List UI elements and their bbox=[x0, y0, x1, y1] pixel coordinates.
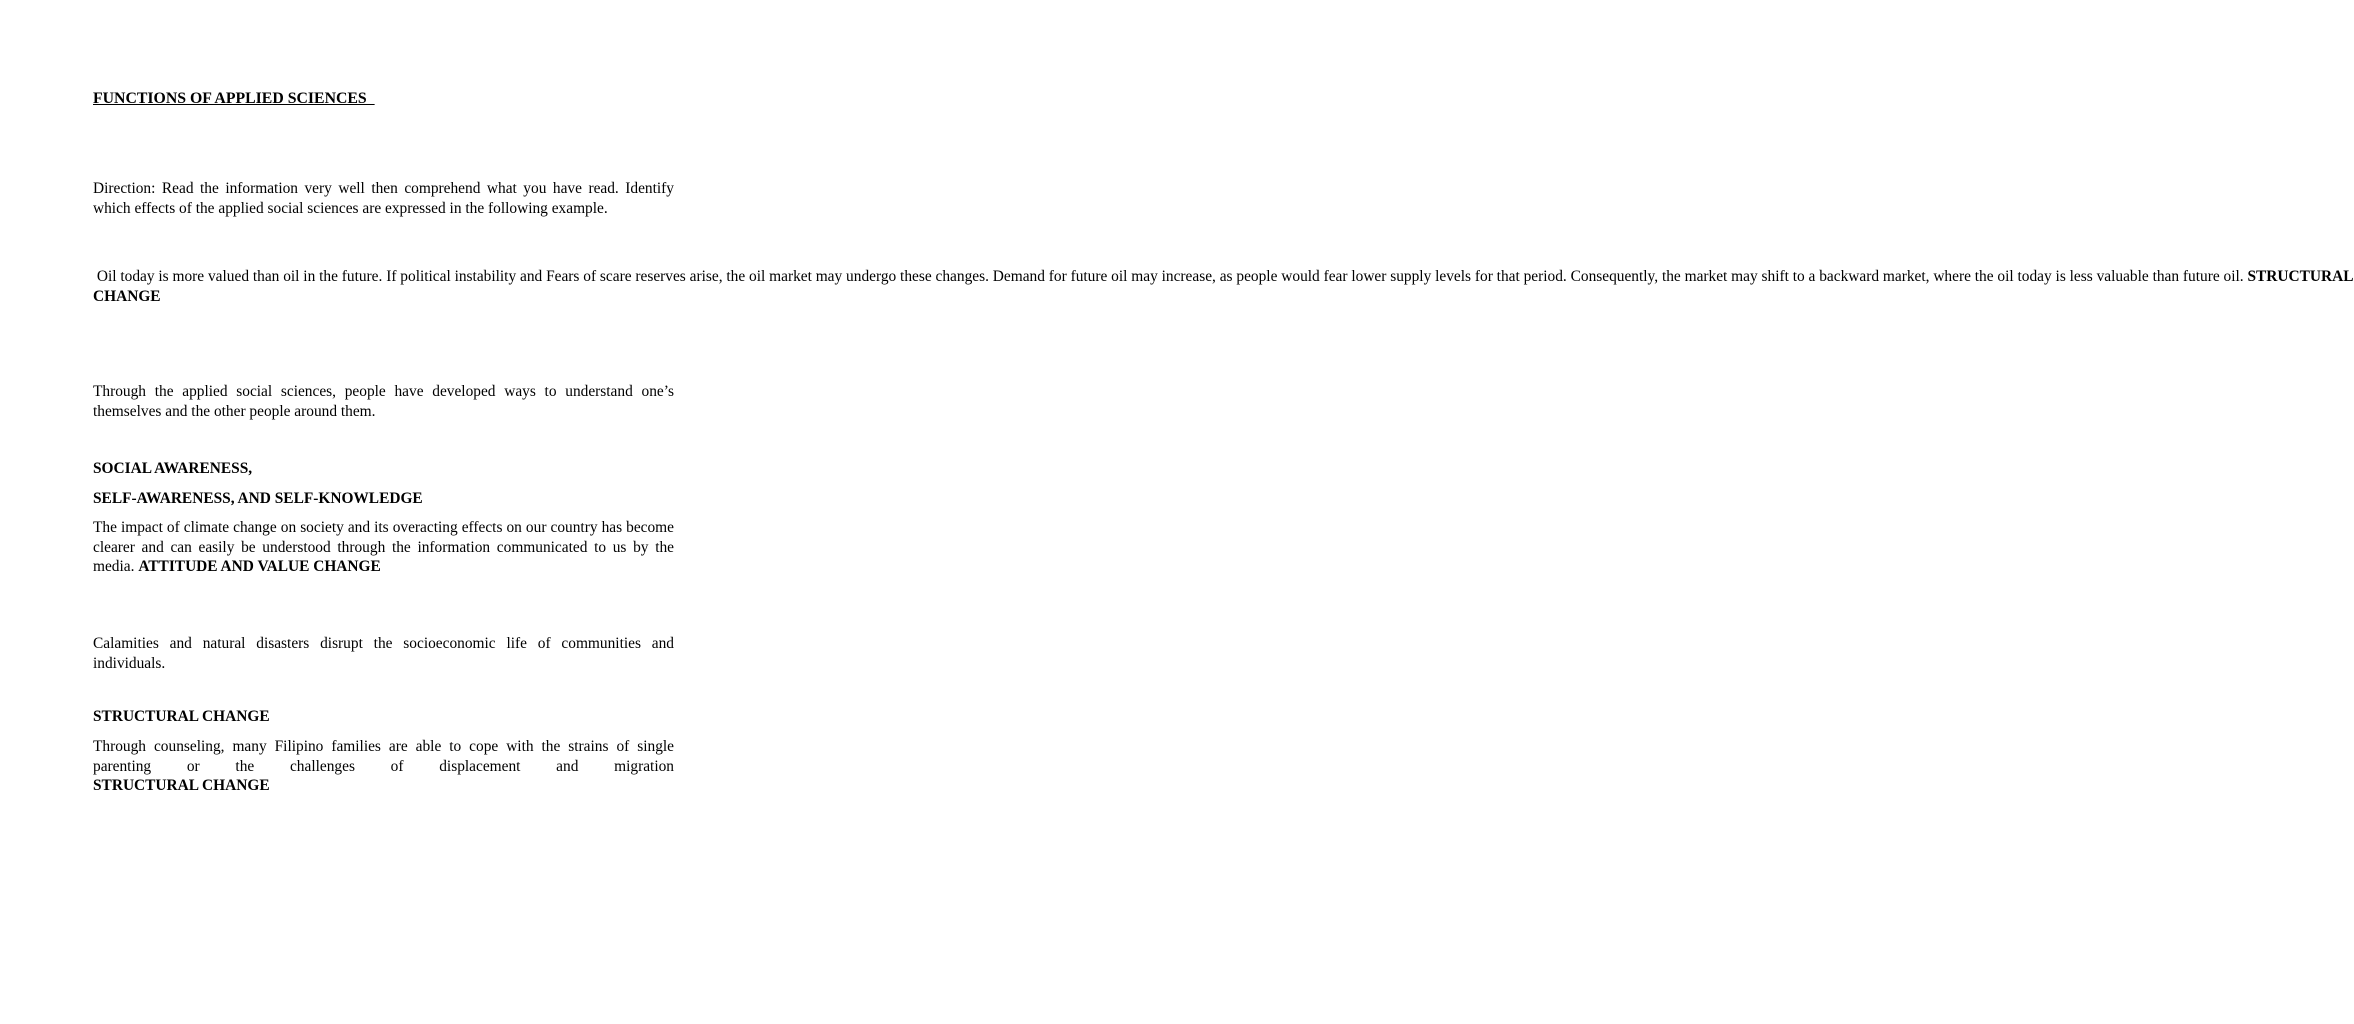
example-oil-answer: STRUCTURAL CHANGE bbox=[93, 268, 2354, 305]
counseling-answer: STRUCTURAL CHANGE bbox=[93, 777, 270, 794]
document-title: FUNCTIONS OF APPLIED SCIENCES bbox=[93, 90, 375, 107]
climate-change-answer: ATTITUDE AND VALUE CHANGE bbox=[138, 558, 381, 575]
calamities-paragraph: Calamities and natural disasters disrupt the socioeconomic life of communities and individuals. bbox=[93, 635, 674, 672]
counseling-text: Through counseling, many Filipino families are able to cope with the strains of single parenting or the challenges of displacement and migration bbox=[93, 738, 674, 775]
climate-change-paragraph bbox=[93, 518, 674, 577]
example-oil-paragraph bbox=[93, 267, 2354, 306]
example-oil-text: Oil today is more valued than oil in the future. If political instability and Fears of scare reserves arise, the oil market may undergo these changes. Demand for future oil may increase, as people would fear lower supply levels for that period. Consequently, the market may shift to a backward market, where the oil today is less valuable than future oil. bbox=[93, 268, 2248, 285]
heading-social-awareness: SOCIAL AWARENESS, bbox=[93, 460, 253, 477]
heading-self-awareness: SELF-AWARENESS, AND SELF-KNOWLEDGE bbox=[93, 490, 423, 507]
direction-paragraph: Direction: Read the information very well then comprehend what you have read. Identify which effects of the applied social sciences are expressed in the following example. bbox=[93, 180, 674, 217]
applied-sciences-paragraph: Through the applied social sciences, people have developed ways to understand one’s themselves and the other people around them. bbox=[93, 383, 674, 420]
heading-structural-change: STRUCTURAL CHANGE bbox=[93, 708, 270, 725]
climate-change-text: The impact of climate change on society and its overacting effects on our country has become clearer and can easily be understood through the information communicated to us by the media. bbox=[93, 519, 674, 575]
counseling-paragraph bbox=[93, 737, 674, 796]
